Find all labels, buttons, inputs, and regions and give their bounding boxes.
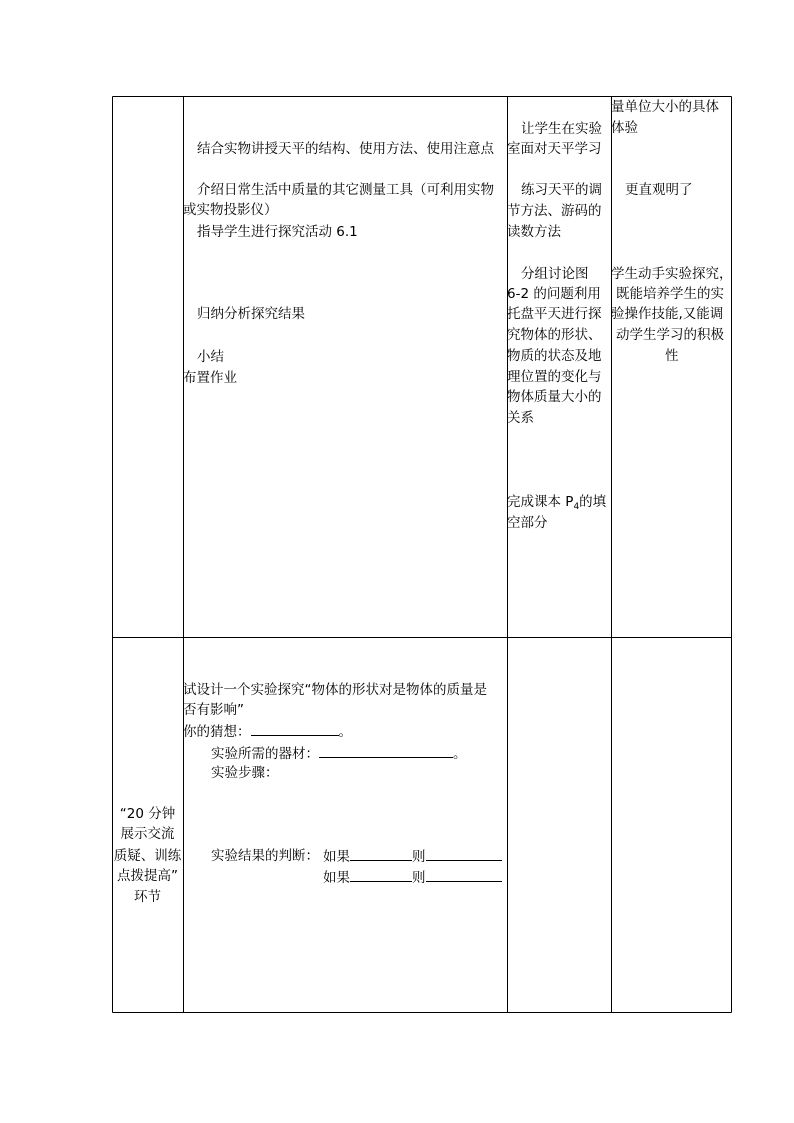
if-blank-1[interactable] — [350, 846, 412, 861]
intent-line: 性 — [665, 348, 679, 364]
student-line: 物体质量大小的 — [507, 389, 602, 405]
intent-line: 量单位大小的具体 — [611, 99, 719, 115]
question-prompt-line: 否有影响” — [183, 702, 244, 718]
then-blank-1[interactable] — [426, 846, 502, 861]
student-line: 节方法、游码的 — [507, 203, 602, 219]
equipment-line: 实验所需的器材： 。 — [211, 743, 467, 764]
equipment-blank[interactable] — [319, 743, 453, 758]
student-line: 分组讨论图 — [521, 266, 589, 282]
student-line: 物质的状态及地 — [507, 348, 602, 364]
student-line: 空部分 — [507, 515, 548, 531]
student-line: 6-2 的问题利用 — [507, 286, 601, 302]
judgment-label: 实验结果的判断： — [211, 848, 319, 864]
if-blank-2[interactable] — [350, 867, 412, 882]
intent-line: 动学生学习的积极 — [616, 327, 724, 343]
stage-label-line: “20 分钟 — [119, 806, 176, 822]
student-line: 练习天平的调 — [521, 182, 602, 198]
steps-label: 实验步骤： — [211, 765, 279, 781]
guess-blank[interactable] — [251, 721, 339, 736]
intent-line: 体验 — [611, 120, 638, 136]
student-line-textbook: 完成课本 $P_4$的填 — [507, 494, 607, 512]
student-line: 让学生在实验 — [521, 121, 602, 137]
method-line-activity: 指导学生进行探究活动 6.1 — [197, 224, 358, 240]
method-line-tools-b: 或实物投影仪） — [183, 202, 278, 218]
guess-label: 你的猜想： — [183, 724, 251, 740]
method-line-homework: 布置作业 — [183, 370, 237, 386]
intent-line: 更直观明了 — [625, 182, 693, 198]
student-line: 究物体的形状、 — [507, 327, 602, 343]
if-then-line-1: 如果 则 — [323, 846, 502, 867]
student-line: 理位置的变化与 — [507, 369, 602, 385]
guess-line: 你的猜想： 。 — [183, 721, 352, 742]
student-line: 托盘平天进行探 — [507, 306, 602, 322]
stage-label-line: 质疑、训练 — [113, 848, 182, 864]
method-line-tools-a: 介绍日常生活中质量的其它测量工具（可利用实物 — [197, 182, 494, 198]
stage-label-line: 环节 — [134, 889, 161, 905]
intent-line: 验操作技能,又能调 — [611, 306, 724, 322]
student-line: 关系 — [507, 410, 534, 426]
then-blank-2[interactable] — [426, 867, 502, 882]
student-line: 读数方法 — [507, 224, 561, 240]
intent-line: 既能培养学生的实 — [616, 286, 724, 302]
question-prompt-line: 试设计一个实验探究“物体的形状对是物体的质量是 — [183, 682, 487, 698]
equipment-label: 实验所需的器材： — [211, 746, 319, 762]
stage-label-line: 点拨提高” — [117, 868, 178, 884]
method-line-summary-analysis: 归纳分析探究结果 — [197, 306, 305, 322]
method-line-conclusion: 小结 — [197, 349, 224, 365]
stage-label-line: 展示交流 — [120, 826, 175, 842]
textbook-page-subscript: 4 — [573, 502, 580, 512]
intent-line: 学生动手实验探究， — [611, 266, 733, 282]
if-then-line-2: 如果 则 — [323, 867, 502, 888]
method-line-balance: 结合实物讲授天平的结构、使用方法、使用注意点 — [197, 141, 494, 157]
student-line: 室面对天平学习 — [507, 141, 602, 157]
